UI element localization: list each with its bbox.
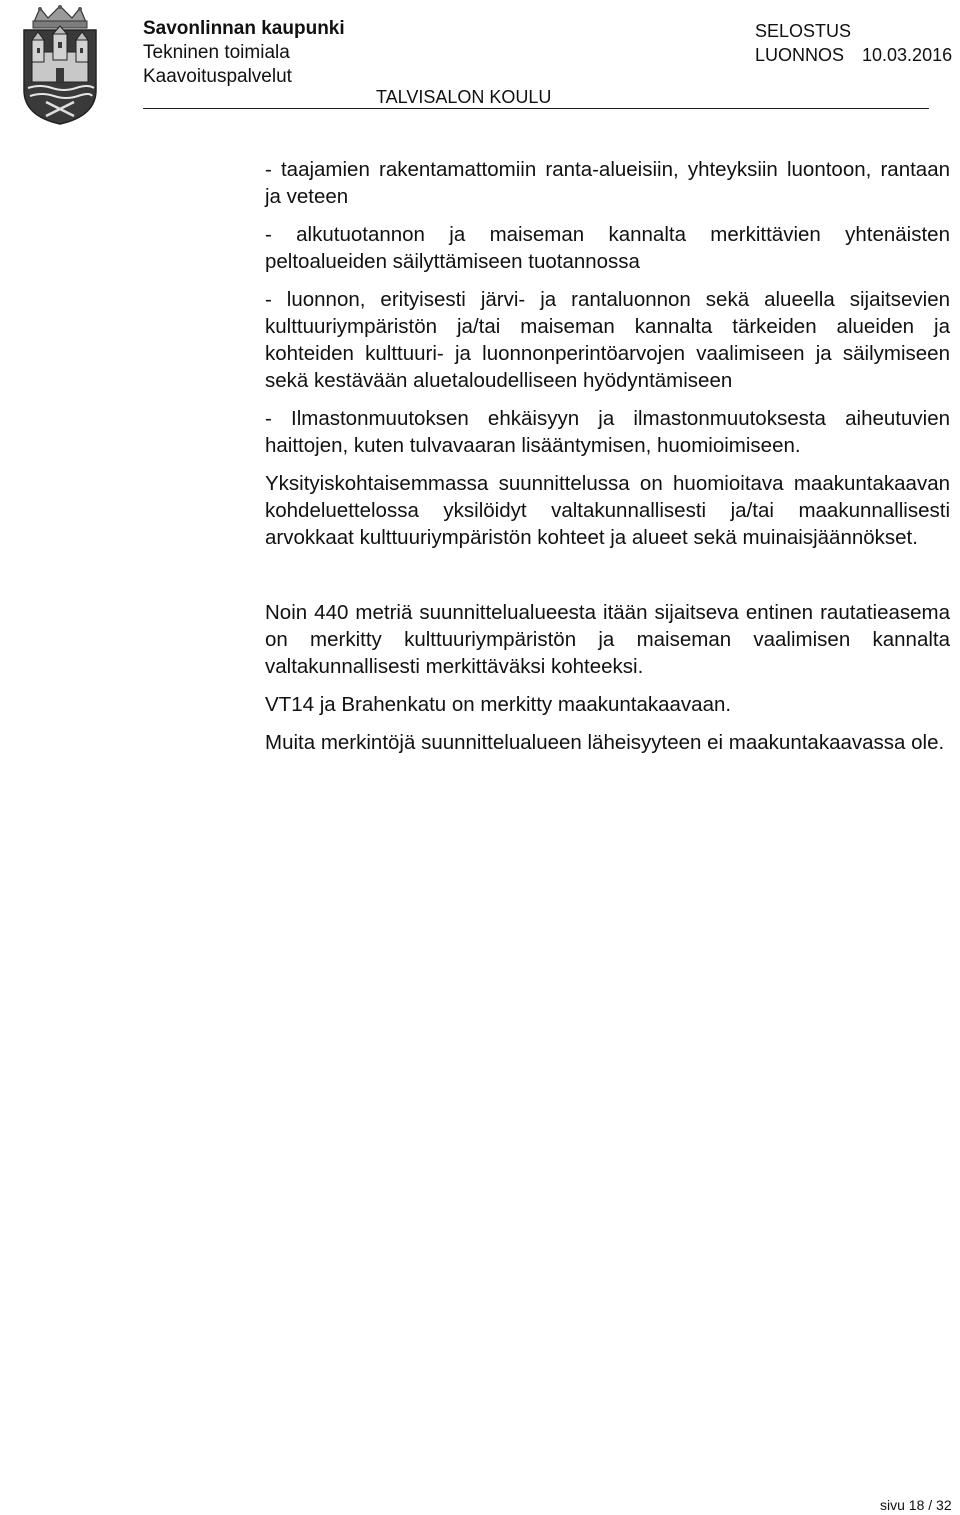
list-item: - luonnon, erityisesti järvi- ja rantaluonnon sekä alueella sijaitsevien kulttuuriympäristön ja/tai maiseman kannalta tärkeiden alueiden ja kohteiden kulttuuri- ja luonnonperintöarvojen vaalimiseen ja säilymiseen sekä kestävään aluetaloudelliseen hyödyntämiseen [265,288,950,392]
document-date: 10.03.2016 [862,45,953,65]
page-number: sivu 18 / 32 [880,1497,952,1513]
unit-name: Kaavoituspalvelut [143,66,292,87]
document-body [265,156,950,767]
coat-of-arms-logo [20,4,100,126]
list-item: - Ilmastonmuutoksen ehkäisyyn ja ilmastonmuutoksesta aiheutuvien haittojen, kuten tulvavaaran lisääntymisen, huomioimiseen. [265,407,950,457]
project-title: TALVISALON KOULU [376,87,552,107]
paragraph: VT14 ja Brahenkatu on merkitty maakuntakaavaan. [265,693,732,716]
paragraph: Muita merkintöjä suunnittelualueen läheisyyteen ei maakuntakaavassa ole. [265,731,945,754]
organization-name: Savonlinnan kaupunki [143,18,345,39]
coat-of-arms-castle-icon [20,4,100,126]
header-organization-block [143,17,345,89]
document-status-line [755,43,952,67]
document-type: SELOSTUS [755,21,852,41]
header-document-info [755,19,952,67]
department-name: Tekninen toimiala [143,42,290,63]
list-item: - alkutuotannon ja maiseman kannalta merkittävien yhtenäisten peltoalueiden säilyttämiseen tuotannossa [265,223,950,273]
header-divider [143,108,929,109]
paragraph: Noin 440 metriä suunnittelualueesta itään sijaitseva entinen rautatieasema on merkitty kulttuuriympäristön ja maiseman vaalimisen kannalta valtakunnallisesti merkittäväksi kohteeksi. [265,601,950,678]
document-status: LUONNOS [755,45,845,65]
paragraph: Yksityiskohtaisemmassa suunnittelussa on huomioitava maakuntakaavan kohdeluettelossa yksilöidyt valtakunnallisesti ja/tai maakunnallisesti arvokkaat kulttuuriympäristön kohteet ja alueet sekä muinaisjäännökset. [265,472,950,549]
list-item: - taajamien rakentamattomiin ranta-alueisiin, yhteyksiin luontoon, rantaan ja veteen [265,158,950,208]
